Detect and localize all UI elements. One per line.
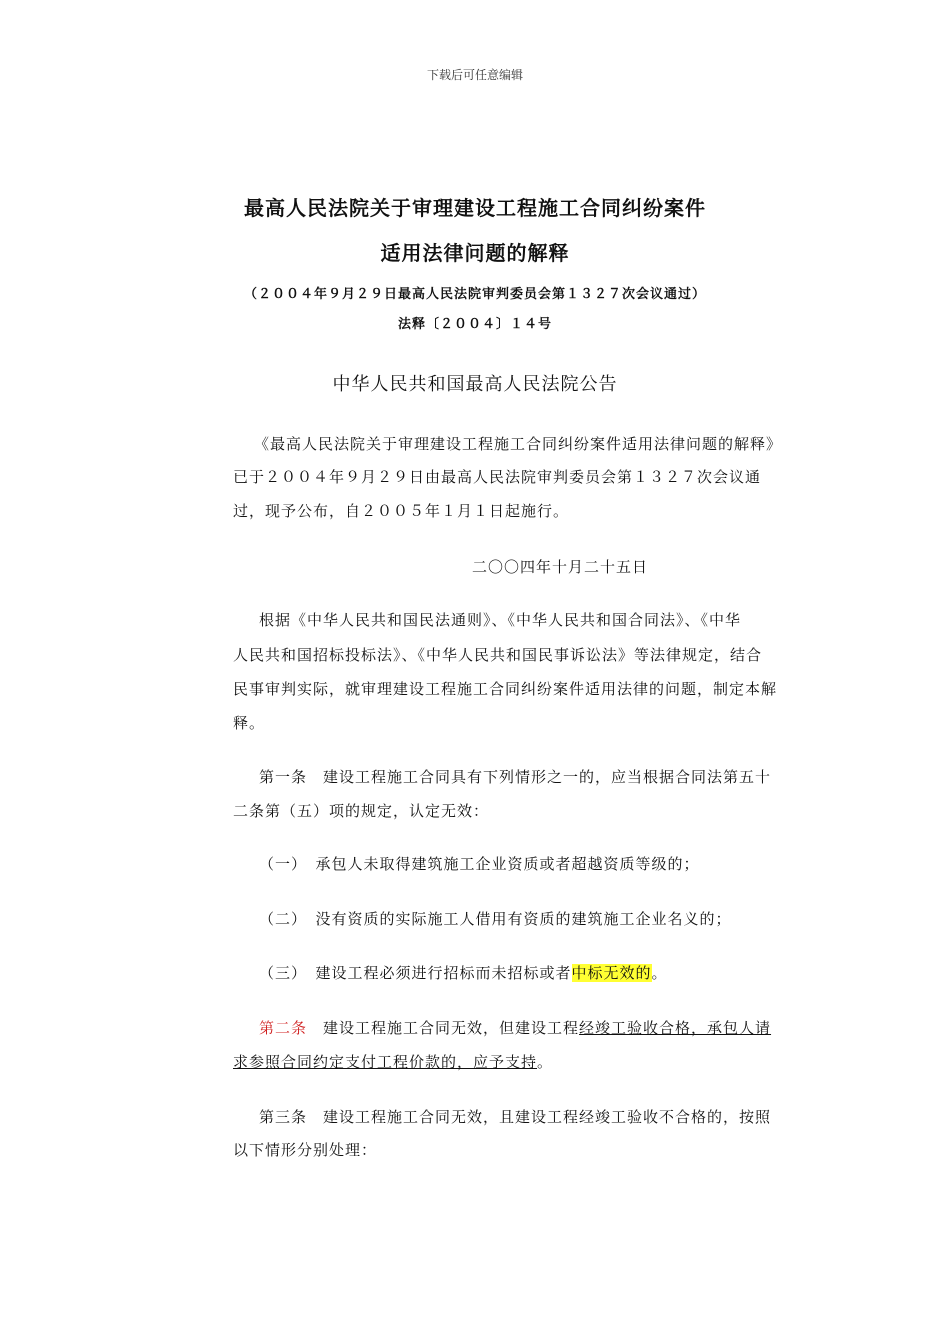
article-1-item-3: [259, 962, 759, 983]
underlined-text: 求参照合同约定支付工程价款的，应予支持: [233, 1053, 538, 1071]
article-1-item-1: （一） 承包人未取得建筑施工企业资质或者超越资质等级的；: [259, 855, 700, 873]
item-3-end: 。: [651, 964, 668, 982]
preamble-line: 人民共和国招标投标法》、《中华人民共和国民事诉讼法》等法律规定，结合: [233, 646, 763, 664]
announcement-heading: 中华人民共和国最高人民法院公告: [332, 374, 618, 395]
adoption-note: （２００４年９月２９日最高人民法院审判委员会第１３２７次会议通过）: [243, 287, 706, 302]
preamble-line: 释。: [233, 714, 266, 732]
article-3-line: 第三条 建设工程施工合同无效，且建设工程经竣工验收不合格的，按照: [259, 1108, 772, 1126]
header-note: 下载后可任意编辑: [426, 68, 523, 82]
announcement-line: 已于２００４年９月２９日由最高人民法院审判委员会第１３２７次会议通: [233, 468, 762, 486]
announcement-line: 《最高人民法院关于审理建设工程施工合同纠纷案件适用法律问题的解释》: [254, 435, 783, 453]
article-1-line: 二条第（五）项的规定，认定无效：: [233, 802, 490, 820]
preamble-line: 根据《中华人民共和国民法通则》、《中华人民共和国合同法》、《中华: [259, 611, 742, 629]
doc-number: 法释〔２００４〕１４号: [397, 317, 552, 332]
article-3-line: 以下情形分别处理：: [233, 1141, 378, 1159]
article-2-line-1: [259, 1017, 772, 1038]
announcement-line: 过，现予公布，自２００５年１月１日起施行。: [233, 502, 570, 520]
doc-title-line-1: 最高人民法院关于审理建设工程施工合同纠纷案件: [244, 196, 706, 220]
article-1-item-2: （二） 没有资质的实际施工人借用有资质的建筑施工企业名义的；: [259, 910, 732, 928]
item-3-text: （三） 建设工程必须进行招标而未招标或者: [259, 964, 572, 982]
article-2-end: 。: [537, 1053, 554, 1071]
doc-title-line-2: 适用法律问题的解释: [380, 241, 570, 265]
article-2-label: 第二条: [259, 1019, 308, 1037]
article-2-line-2: [233, 1051, 733, 1072]
article-2-text: 建设工程施工合同无效，但建设工程: [307, 1019, 580, 1037]
article-1-line: 第一条 建设工程施工合同具有下列情形之一的，应当根据合同法第五十: [259, 768, 772, 786]
preamble-line: 民事审判实际，就审理建设工程施工合同纠纷案件适用法律的问题，制定本解: [233, 680, 778, 698]
announcement-date: 二〇〇四年十月二十五日: [472, 558, 649, 576]
highlighted-text: 中标无效的: [571, 964, 652, 982]
underlined-text: 经竣工验收合格，承包人请: [579, 1019, 772, 1037]
